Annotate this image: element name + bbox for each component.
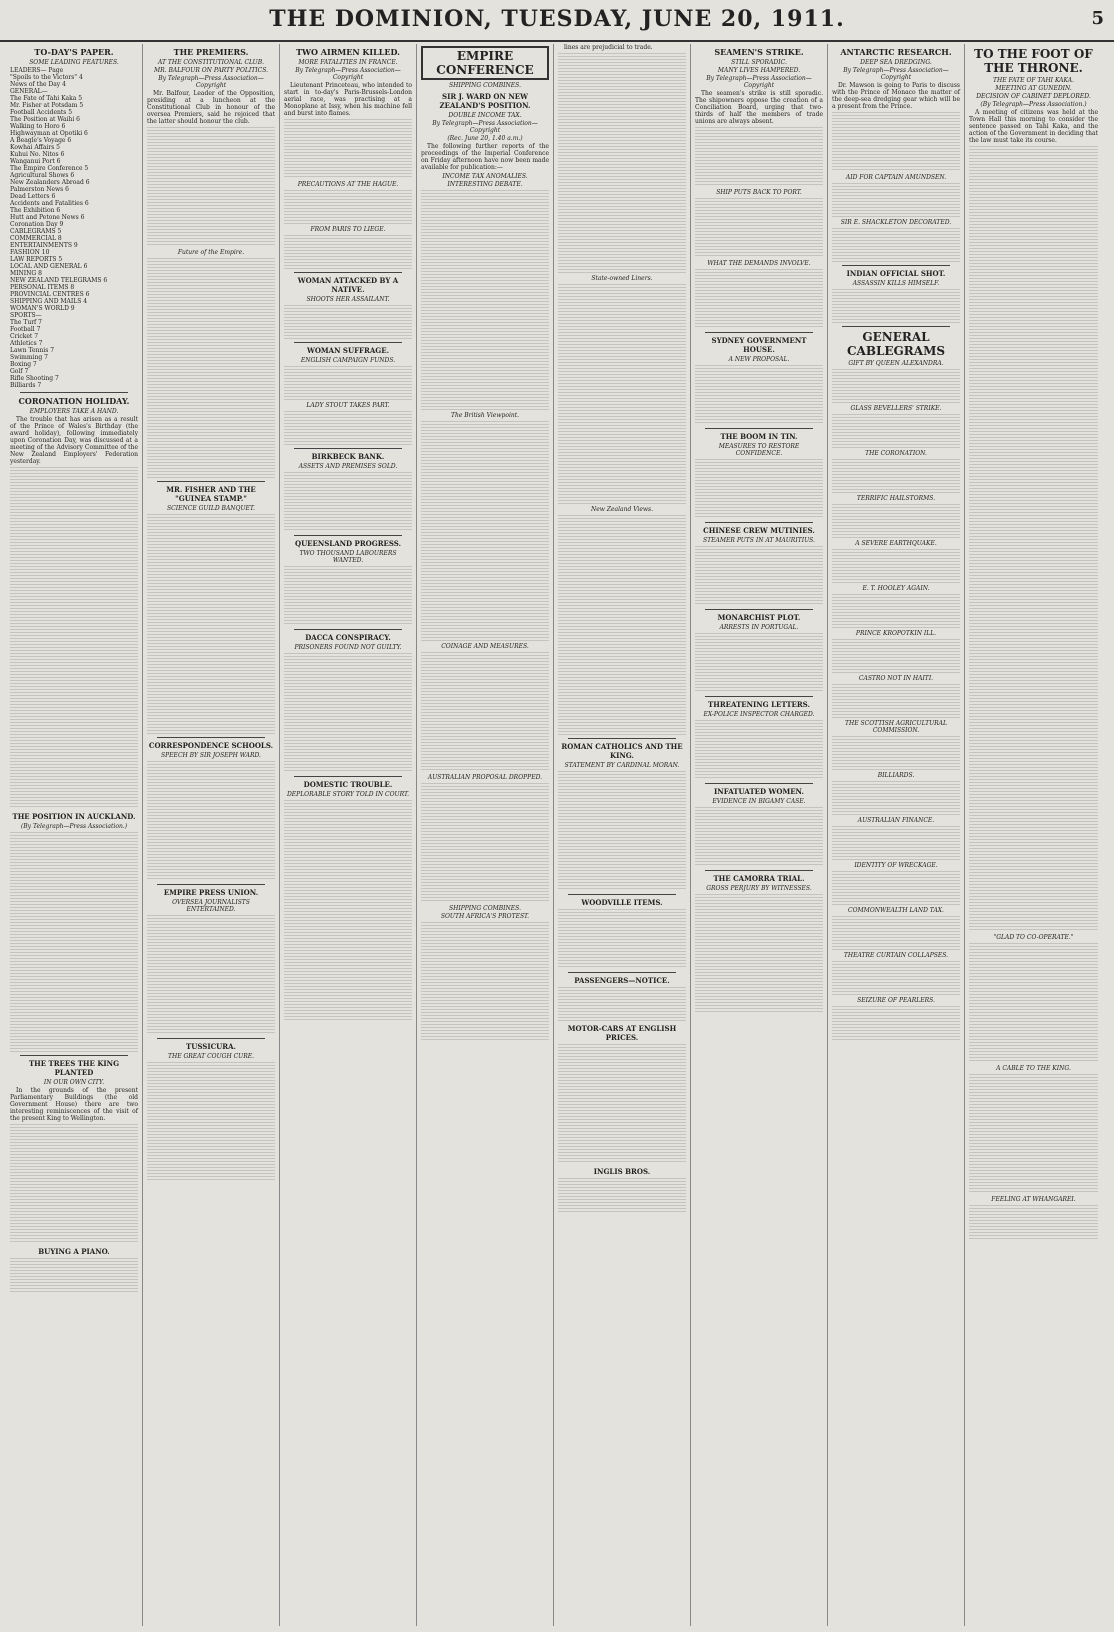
index-item: Golf 7 (10, 368, 29, 375)
story-headline: THE PREMIERS. (173, 47, 249, 57)
story-lead: A meeting of citizens was held at the Town Hall this morning to consider the sentence passed on Tahi Kaka, and the action of the Government in deciding that the law must take its course. (969, 109, 1098, 144)
byline: By Telegraph—Press Association—Copyright (843, 67, 949, 81)
story-subheading: SHIPPING COMBINES. (449, 82, 521, 89)
body-text-block (969, 1074, 1098, 1194)
story-lead: The trouble that has arisen as a result of the Prince of Wales's Birthday (the award holiday), following immediately upon Coronation Day, was discussed at a meeting of the Advisory Committee of the New Zealand Employers' Federation yesterday. (10, 416, 138, 465)
body-text-block (558, 771, 686, 891)
index-item: "Spoils to the Victors" 4 (10, 74, 83, 81)
page-columns (6, 44, 1108, 1626)
body-text-block (832, 504, 960, 538)
index-item: Highwayman at Opotiki 6 (10, 130, 88, 137)
index-item: PROVINCIAL CENTRES 6 (10, 291, 90, 298)
section-subheading: PRECAUTIONS AT THE HAGUE. (297, 181, 399, 188)
body-text-block (695, 459, 823, 519)
story-lead: The following further reports of the proceedings of the Imperial Conference on Friday afternoon have now been made available for publication:— (421, 143, 549, 171)
body-text-block (832, 916, 960, 950)
index-item: A Beagle's Voyage 6 (10, 137, 72, 144)
body-text-block (10, 832, 138, 1052)
story-headline: THE TREES THE KING PLANTED (28, 1059, 120, 1077)
story-lead: Lieutenant Princeteau, who intended to start in to-day's Paris-Brussels-London aerial race, was practising at a Monoplane at Issy, when his machine fell and burst into flames. (284, 82, 412, 117)
story-subheading: A NEW PROPOSAL. (728, 356, 790, 363)
body-text-block (969, 146, 1098, 366)
byline: By Telegraph—Press Association—Copyright (295, 67, 401, 81)
story-subheading: SHOOTS HER ASSAILANT. (306, 296, 390, 303)
story-subheading: EX-POLICE INSPECTOR CHARGED. (703, 711, 815, 718)
body-text-block (421, 421, 549, 641)
index-item: The Fate of Tahi Kaka 5 (10, 95, 83, 102)
body-text-block (10, 467, 138, 687)
index-item: Accidents and Fatalities 6 (10, 200, 89, 207)
advertisement-subheading: THE GREAT COUGH CURE. (167, 1053, 255, 1060)
byline: By Telegraph—Press Association—Copyright (706, 75, 812, 89)
body-text-block (832, 183, 960, 217)
index-item: WOMAN'S WORLD 9 (10, 305, 75, 312)
body-text-block (832, 961, 960, 995)
story-headline: EMPIRE CONFERENCE (421, 46, 549, 80)
section-subheading: COMMONWEALTH LAND TAX. (848, 907, 944, 914)
body-text-block (695, 894, 823, 1014)
advertisement-heading: PASSENGERS—NOTICE. (574, 976, 670, 985)
column-8 (965, 44, 1102, 1626)
index-item: Hutt and Petone News 6 (10, 214, 85, 221)
index-item: Coronation Day 9 (10, 221, 64, 228)
index-item: FASHION 10 (10, 249, 50, 256)
body-text-block (832, 594, 960, 628)
index-item: News of the Day 4 (10, 81, 66, 88)
index-item: SPORTS— (10, 312, 42, 319)
story-subheading: ASSETS AND PREMISES SOLD. (298, 463, 398, 470)
index-item: Dead Letters 6 (10, 193, 56, 200)
body-text-block (558, 53, 686, 273)
section-subheading: INTERESTING DEBATE. (447, 181, 523, 188)
body-text-block (284, 566, 412, 626)
section-subheading: TERRIFIC HAILSTORMS. (856, 495, 936, 502)
body-text-block (695, 807, 823, 867)
body-text-block (10, 1124, 138, 1244)
section-subheading: SEIZURE OF PEARLERS. (857, 997, 935, 1004)
index-item: Athletics 7 (10, 340, 43, 347)
section-subheading: COINAGE AND MEASURES. (441, 643, 529, 650)
body-text-block (832, 684, 960, 718)
newspaper-title: THE DOMINION, TUESDAY, JUNE 20, 1911. (269, 6, 845, 32)
divider (294, 776, 402, 777)
index-item: Boxing 7 (10, 361, 37, 368)
section-subheading: INCOME TAX ANOMALIES. (442, 173, 528, 180)
body-text-block (832, 781, 960, 815)
index-item: Lawn Tennis 7 (10, 347, 55, 354)
section-subheading: CASTRO NOT IN HAITI. (858, 675, 934, 682)
body-text-block (969, 368, 1098, 588)
section-subheading: GLASS BEVELLERS' STRIKE. (850, 405, 942, 412)
body-text-block (147, 258, 275, 478)
divider (157, 481, 265, 482)
section-subheading: BILLIARDS. (877, 772, 915, 779)
index-item: The Turf 7 (10, 319, 43, 326)
section-subheading: E. T. HOOLEY AGAIN. (862, 585, 930, 592)
section-subheading: SHIP PUTS BACK TO PORT. (716, 189, 802, 196)
story-subheading: MEETING AT GUNEDIN. (995, 85, 1072, 92)
column-3 (280, 44, 417, 1626)
body-text-block (832, 826, 960, 860)
story-headline: CHINESE CREW MUTINIES. (703, 526, 815, 535)
body-text-block (147, 915, 275, 1035)
story-headline: THE CAMORRA TRIAL. (713, 874, 805, 883)
story-headline: INFATUATED WOMEN. (714, 787, 804, 796)
divider (842, 265, 950, 266)
divider (294, 272, 402, 273)
index-item: PERSONAL ITEMS 8 (10, 284, 75, 291)
section-subheading: THE SCOTTISH AGRICULTURAL COMMISSION. (845, 720, 947, 734)
divider (568, 894, 676, 895)
byline: By Telegraph—Press Association—Copyright (432, 120, 538, 134)
divider (294, 535, 402, 536)
section-subheading: AID FOR CAPTAIN AMUNDSEN. (845, 174, 947, 181)
body-text-block (969, 812, 1098, 932)
story-lead: Mr. Balfour, Leader of the Opposition, presiding at a luncheon at the Constitutional Club in honour of the oversea Premiers, said he rejoiced that the latter should honour the club. (147, 90, 275, 125)
body-text-block (147, 514, 275, 734)
body-text-block (832, 736, 960, 770)
body-text-block (695, 546, 823, 606)
byline: By Telegraph—Press Association—Copyright (158, 75, 264, 89)
body-text-block (695, 365, 823, 425)
advertisement-heading: BUYING A PIANO. (38, 1247, 110, 1256)
column-4 (417, 44, 554, 1626)
story-headline: ANTARCTIC RESEARCH. (840, 47, 952, 57)
divider (705, 428, 813, 429)
body-text-block (695, 127, 823, 187)
page-number: 5 (1091, 8, 1104, 29)
index-item: Cricket 7 (10, 333, 39, 340)
index-item: LOCAL AND GENERAL 6 (10, 263, 88, 270)
story-lead: In the grounds of the present Parliamentary Buildings (the old Government House) there are two interesting reminiscences of the visit of the present King to Wellington. (10, 1087, 138, 1122)
story-subheading: (By Telegraph—Press Association.) (20, 823, 128, 830)
body-text-block (695, 720, 823, 780)
section-subheading: "GLAD TO CO-OPERATE." (993, 934, 1074, 941)
body-text-block (284, 305, 412, 339)
story-subheading: PRISONERS FOUND NOT GUILTY. (294, 644, 402, 651)
story-headline: ROMAN CATHOLICS AND THE KING. (561, 742, 683, 760)
story-headline: CORONATION HOLIDAY. (18, 396, 130, 406)
index-item: Mr. Fisher at Potsdam 5 (10, 102, 84, 109)
story-headline: INDIAN OFFICIAL SHOT. (846, 269, 946, 278)
index-list (10, 67, 138, 389)
body-text-block (10, 689, 138, 809)
index-item: LAW REPORTS 5 (10, 256, 63, 263)
masthead (0, 0, 1114, 42)
story-subheading: SPEECH BY SIR JOSEPH WARD. (161, 752, 261, 759)
story-headline: EMPIRE PRESS UNION. (163, 888, 259, 897)
section-subheading: A CABLE TO THE KING. (996, 1065, 1071, 1072)
dateline: (Rec. June 20, 1.40 a.m.) (447, 135, 523, 142)
story-headline: QUEENSLAND PROGRESS. (294, 539, 402, 548)
advertisement-heading: TUSSICURA. (186, 1042, 236, 1051)
column-5 (554, 44, 691, 1626)
divider (705, 870, 813, 871)
column-6 (691, 44, 828, 1626)
story-subheading: STATEMENT BY CARDINAL MORAN. (564, 762, 680, 769)
advertisement-heading: INGLIS BROS. (593, 1167, 651, 1176)
column-7 (828, 44, 965, 1626)
body-text-block (284, 800, 412, 1020)
body-text-block (284, 235, 412, 269)
divider (705, 609, 813, 610)
story-headline: THREATENING LETTERS. (708, 700, 810, 709)
story-headline: GENERAL CABLEGRAMS (846, 330, 946, 358)
story-subheading: MEASURES TO RESTORE CONFIDENCE. (718, 443, 800, 457)
body-text-block (10, 1258, 138, 1292)
story-subheading: DECISION OF CABINET DEPLORED. (976, 93, 1091, 100)
story-subheading: THE FATE OF TAHI KAKA. (992, 77, 1074, 84)
body-text-block (969, 590, 1098, 810)
body-text-block (695, 269, 823, 329)
body-text-block (558, 284, 686, 504)
story-subheading: DEEP SEA DREDGING. (860, 59, 932, 66)
story-continuation: lines are prejudicial to trade. (564, 44, 653, 51)
index-item: Agricultural Shows 6 (10, 172, 75, 179)
story-subheading: OVERSEA JOURNALISTS ENTERTAINED. (172, 899, 250, 913)
story-subheading: TWO THOUSAND LABOURERS WANTED. (299, 550, 397, 564)
index-item: The Empire Conference 5 (10, 165, 89, 172)
index-item: Football 7 (10, 326, 41, 333)
index-item: ENTERTAINMENTS 9 (10, 242, 78, 249)
body-text-block (969, 1205, 1098, 1239)
divider (20, 1055, 128, 1056)
divider (568, 972, 676, 973)
advertisement-heading: MOTOR-CARS AT ENGLISH PRICES. (567, 1024, 677, 1042)
section-subheading: State-owned Liners. (591, 275, 653, 282)
story-subheading: STILL SPORADIC. (731, 59, 787, 66)
divider (294, 448, 402, 449)
body-text-block (695, 633, 823, 693)
section-subheading: FEELING AT WHANGAREI. (991, 1196, 1076, 1203)
section-subheading: Future of the Empire. (177, 249, 245, 256)
section-subheading: GIFT BY QUEEN ALEXANDRA. (848, 360, 944, 367)
divider (294, 629, 402, 630)
index-item: GENERAL— (10, 88, 48, 95)
story-subheading: ENGLISH CAMPAIGN FUNDS. (300, 357, 396, 364)
section-subheading: WHAT THE DEMANDS INVOLVE. (707, 260, 811, 267)
body-text-block (147, 1062, 275, 1182)
story-subheading: MANY LIVES HAMPERED. (717, 67, 801, 74)
body-text-block (284, 190, 412, 224)
story-lead: Dr. Mawson is going to Paris to discuss with the Prince of Monaco the matter of the deep-sea dredging gear which will be a present from the Prince. (832, 82, 960, 110)
divider (705, 522, 813, 523)
divider (842, 326, 950, 327)
divider (705, 332, 813, 333)
body-text-block (421, 783, 549, 903)
index-heading: TO-DAY'S PAPER. (34, 47, 114, 57)
index-item: Billiards 7 (10, 382, 42, 389)
body-text-block (832, 1006, 960, 1040)
index-item: Rifle Shooting 7 (10, 375, 59, 382)
story-subheading: SCIENCE GUILD BANQUET. (167, 505, 255, 512)
story-subheading: AT THE CONSTITUTIONAL CLUB. (157, 59, 265, 66)
body-text-block (558, 909, 686, 969)
story-subheading: ASSASSIN KILLS HIMSELF. (852, 280, 940, 287)
section-subheading: New Zealand Views. (590, 506, 654, 513)
story-subheading: DOUBLE INCOME TAX. (448, 112, 522, 119)
story-subheading: EMPLOYERS TAKE A HAND. (29, 408, 119, 415)
story-headline: THE BOOM IN TIN. (720, 432, 798, 441)
body-text-block (558, 987, 686, 1021)
story-subheading: DEPLORABLE STORY TOLD IN COURT. (286, 791, 410, 798)
story-headline: TWO AIRMEN KILLED. (296, 47, 400, 57)
section-subheading: THEATRE CURTAIN COLLAPSES. (843, 952, 949, 959)
index-item: CABLEGRAMS 5 (10, 228, 62, 235)
story-subheading: MR. BALFOUR ON PARTY POLITICS. (153, 67, 269, 74)
index-item: The Exhibition 6 (10, 207, 61, 214)
index-item: Swimming 7 (10, 354, 48, 361)
index-item: Palmerston News 6 (10, 186, 69, 193)
body-text-block (832, 871, 960, 905)
body-text-block (284, 119, 412, 179)
story-headline: DACCA CONSPIRACY. (305, 633, 391, 642)
divider (157, 1038, 265, 1039)
section-subheading: A SEVERE EARTHQUAKE. (855, 540, 937, 547)
story-lead: The seamen's strike is still sporadic. The shipowners oppose the creation of a Conciliation Board, urging that two-thirds of half the members of trade unions are always absent. (695, 90, 823, 125)
divider (20, 392, 128, 393)
body-text-block (832, 369, 960, 403)
divider (157, 884, 265, 885)
story-headline: WOMAN ATTACKED BY A NATIVE. (297, 276, 399, 294)
body-text-block (147, 127, 275, 247)
story-headline: BIRKBECK BANK. (311, 452, 385, 461)
body-text-block (695, 198, 823, 258)
index-item: COMMERCIAL 8 (10, 235, 62, 242)
body-text-block (284, 366, 412, 400)
column-2 (143, 44, 280, 1626)
divider (568, 738, 676, 739)
byline: (By Telegraph—Press Association.) (980, 101, 1087, 108)
story-subheading: STEAMER PUTS IN AT MAURITIUS. (703, 537, 815, 544)
body-text-block (832, 459, 960, 493)
story-subheading: MORE FATALITIES IN FRANCE. (298, 59, 398, 66)
section-subheading: AUSTRALIAN PROPOSAL DROPPED. (427, 774, 543, 781)
section-subheading: SHIPPING COMBINES. (449, 905, 521, 912)
section-subheading: IDENTITY OF WRECKAGE. (854, 862, 938, 869)
story-headline: DOMESTIC TROUBLE. (303, 780, 393, 789)
story-headline: WOODVILLE ITEMS. (581, 898, 663, 907)
index-item: MINING 8 (10, 270, 42, 277)
body-text-block (832, 549, 960, 583)
body-text-block (832, 112, 960, 172)
story-headline: THE POSITION IN AUCKLAND. (12, 812, 136, 821)
index-item: Kuhui No. Nitos 6 (10, 151, 65, 158)
section-subheading: PRINCE KROPOTKIN ILL. (855, 630, 937, 637)
index-item: NEW ZEALAND TELEGRAMS 6 (10, 277, 108, 284)
body-text-block (832, 228, 960, 262)
story-headline: SYDNEY GOVERNMENT HOUSE. (711, 336, 807, 354)
divider (705, 696, 813, 697)
story-headline: TO THE FOOT OF THE THRONE. (974, 47, 1093, 75)
story-headline: MR. FISHER AND THE "GUINEA STAMP." (166, 485, 256, 503)
body-text-block (421, 652, 549, 772)
body-text-block (558, 515, 686, 735)
divider (705, 783, 813, 784)
story-subheading: EVIDENCE IN BIGAMY CASE. (712, 798, 806, 805)
body-text-block (147, 761, 275, 881)
story-subheading: IN OUR OWN CITY. (43, 1079, 105, 1086)
section-subheading: SOUTH AFRICA'S PROTEST. (440, 913, 530, 920)
story-subheading: ARRESTS IN PORTUGAL. (719, 624, 799, 631)
index-item: Wanganui Port 6 (10, 158, 61, 165)
index-item: The Position at Waihi 6 (10, 116, 80, 123)
section-subheading: THE CORONATION. (865, 450, 927, 457)
section-subheading: FROM PARIS TO LIEGE. (310, 226, 386, 233)
body-text-block (832, 414, 960, 448)
body-text-block (832, 639, 960, 673)
body-text-block (284, 411, 412, 445)
story-headline: CORRESPONDENCE SCHOOLS. (148, 741, 274, 750)
index-item: Football Accidents 5 (10, 109, 73, 116)
divider (157, 737, 265, 738)
story-subheading: SIR J. WARD ON NEW ZEALAND'S POSITION. (439, 92, 531, 110)
index-item: Kowhai Affairs 5 (10, 144, 60, 151)
body-text-block (969, 943, 1098, 1063)
body-text-block (832, 289, 960, 323)
section-subheading: AUSTRALIAN FINANCE. (857, 817, 935, 824)
story-headline: MONARCHIST PLOT. (717, 613, 801, 622)
index-item: SHIPPING AND MAILS 4 (10, 298, 88, 305)
section-subheading: SIR E. SHACKLETON DECORATED. (840, 219, 952, 226)
index-item: Walking to Horo 6 (10, 123, 66, 130)
index-subheading: SOME LEADING FEATURES. (29, 59, 119, 66)
body-text-block (284, 472, 412, 532)
index-item: New Zealanders Abroad 6 (10, 179, 90, 186)
body-text-block (284, 653, 412, 773)
section-subheading: The British Viewpoint. (450, 412, 520, 419)
index-item: LEADERS— Page (10, 67, 64, 74)
body-text-block (421, 190, 549, 410)
section-subheading: LADY STOUT TAKES PART. (306, 402, 390, 409)
story-headline: SEAMEN'S STRIKE. (714, 47, 804, 57)
divider (294, 342, 402, 343)
body-text-block (558, 1044, 686, 1164)
story-subheading: GROSS PERJURY BY WITNESSES. (706, 885, 812, 892)
story-headline: WOMAN SUFFRAGE. (306, 346, 390, 355)
body-text-block (558, 1178, 686, 1212)
column-1 (6, 44, 143, 1626)
body-text-block (421, 922, 549, 1042)
